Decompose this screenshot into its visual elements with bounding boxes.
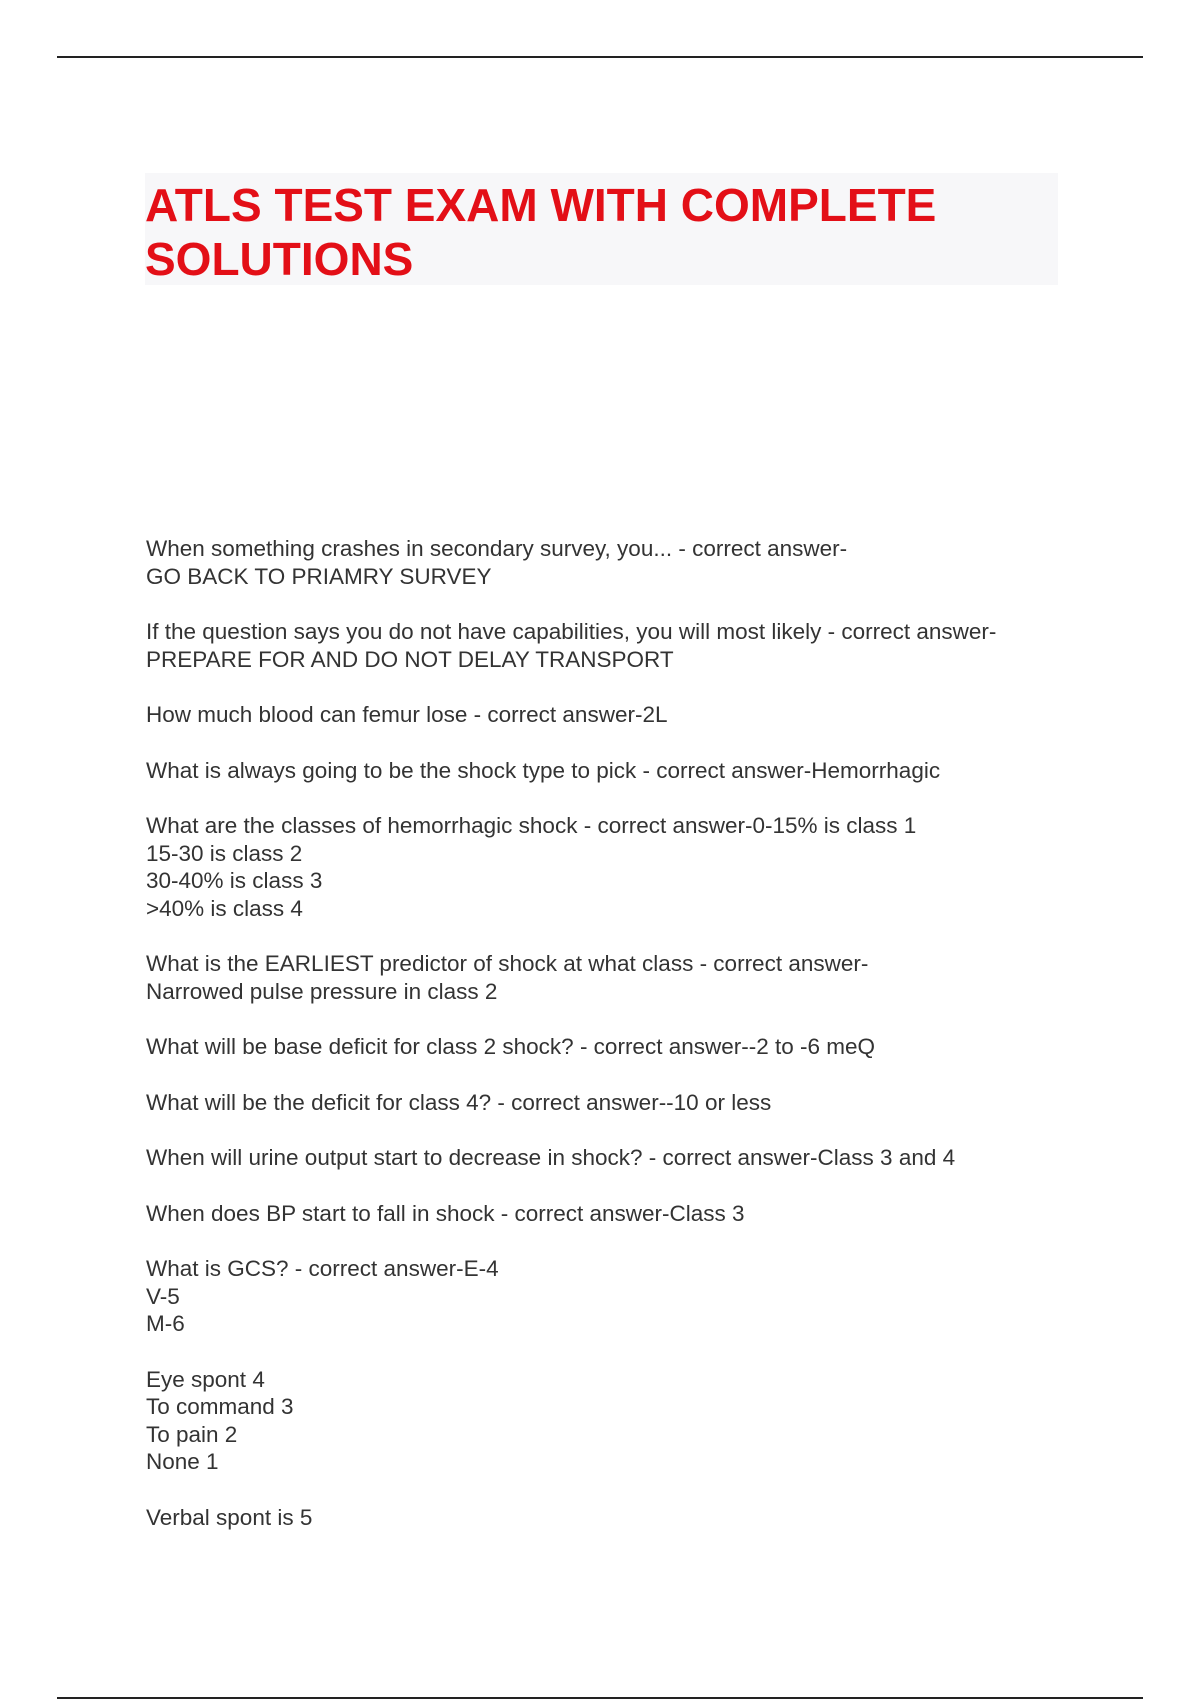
qa-list xyxy=(146,535,1086,1531)
qa-item xyxy=(146,812,1086,922)
item-spacer xyxy=(146,673,1086,701)
qa-answer-line: None 1 xyxy=(146,1449,219,1474)
item-spacer xyxy=(146,729,1086,757)
qa-answer-line: GO BACK TO PRIAMRY SURVEY xyxy=(146,563,492,589)
qa-question-line: Verbal spont is 5 xyxy=(146,1504,313,1530)
qa-answer-line: V-5 xyxy=(146,1283,180,1309)
qa-item xyxy=(146,1200,1086,1228)
item-spacer xyxy=(146,922,1086,950)
qa-answer-line: M-6 xyxy=(146,1311,185,1336)
document-title xyxy=(145,173,1058,286)
qa-item xyxy=(146,1144,1086,1172)
qa-question-line: What is always going to be the shock type to pick - correct answer-Hemorrhagic xyxy=(146,757,941,783)
qa-question-line: What is the EARLIEST predictor of shock at what class - correct answer- xyxy=(146,951,869,976)
item-spacer xyxy=(146,590,1086,618)
qa-question-line: What are the classes of hemorrhagic shock - correct answer-0-15% is class 1 xyxy=(146,813,917,838)
qa-item xyxy=(146,1033,1086,1061)
top-divider xyxy=(57,56,1143,58)
qa-answer-line: PREPARE FOR AND DO NOT DELAY TRANSPORT xyxy=(146,646,674,672)
item-spacer xyxy=(146,1476,1086,1504)
qa-question-line: What will be base deficit for class 2 shock? - correct answer--2 to -6 meQ xyxy=(146,1034,876,1059)
qa-question-line: When will urine output start to decrease in shock? - correct answer-Class 3 and 4 xyxy=(146,1145,956,1170)
qa-answer-line: 30-40% is class 3 xyxy=(146,868,323,893)
qa-item xyxy=(146,535,1086,590)
bottom-divider xyxy=(57,1697,1143,1699)
qa-item xyxy=(146,1504,1086,1532)
qa-item xyxy=(146,618,1086,673)
qa-answer-line: To command 3 xyxy=(146,1394,294,1419)
qa-question-line: Eye spont 4 xyxy=(146,1366,265,1392)
qa-question-line: When something crashes in secondary survey, you... - correct answer- xyxy=(146,536,848,561)
qa-question-line: How much blood can femur lose - correct answer-2L xyxy=(146,702,668,727)
qa-item xyxy=(146,1366,1086,1476)
qa-question-line: What is GCS? - correct answer-E-4 xyxy=(146,1256,499,1281)
title-line-2: SOLUTIONS xyxy=(145,233,414,285)
qa-question-line: When does BP start to fall in shock - correct answer-Class 3 xyxy=(146,1200,745,1226)
qa-item xyxy=(146,1255,1086,1338)
qa-answer-line: >40% is class 4 xyxy=(146,895,303,921)
item-spacer xyxy=(146,1227,1086,1255)
qa-question-line: If the question says you do not have capabilities, you will most likely - correct answer- xyxy=(146,619,997,644)
qa-answer-line: To pain 2 xyxy=(146,1421,238,1447)
item-spacer xyxy=(146,784,1086,812)
item-spacer xyxy=(146,1116,1086,1144)
item-spacer xyxy=(146,1061,1086,1089)
title-block xyxy=(145,173,1058,285)
item-spacer xyxy=(146,1338,1086,1366)
title-line-1: ATLS TEST EXAM WITH COMPLETE xyxy=(145,179,937,231)
qa-answer-line: Narrowed pulse pressure in class 2 xyxy=(146,978,498,1004)
item-spacer xyxy=(146,1005,1086,1033)
qa-item xyxy=(146,757,1086,785)
qa-item xyxy=(146,950,1086,1005)
qa-item xyxy=(146,1089,1086,1117)
qa-item xyxy=(146,701,1086,729)
item-spacer xyxy=(146,1172,1086,1200)
qa-question-line: What will be the deficit for class 4? - correct answer--10 or less xyxy=(146,1089,772,1115)
qa-answer-line: 15-30 is class 2 xyxy=(146,840,303,866)
